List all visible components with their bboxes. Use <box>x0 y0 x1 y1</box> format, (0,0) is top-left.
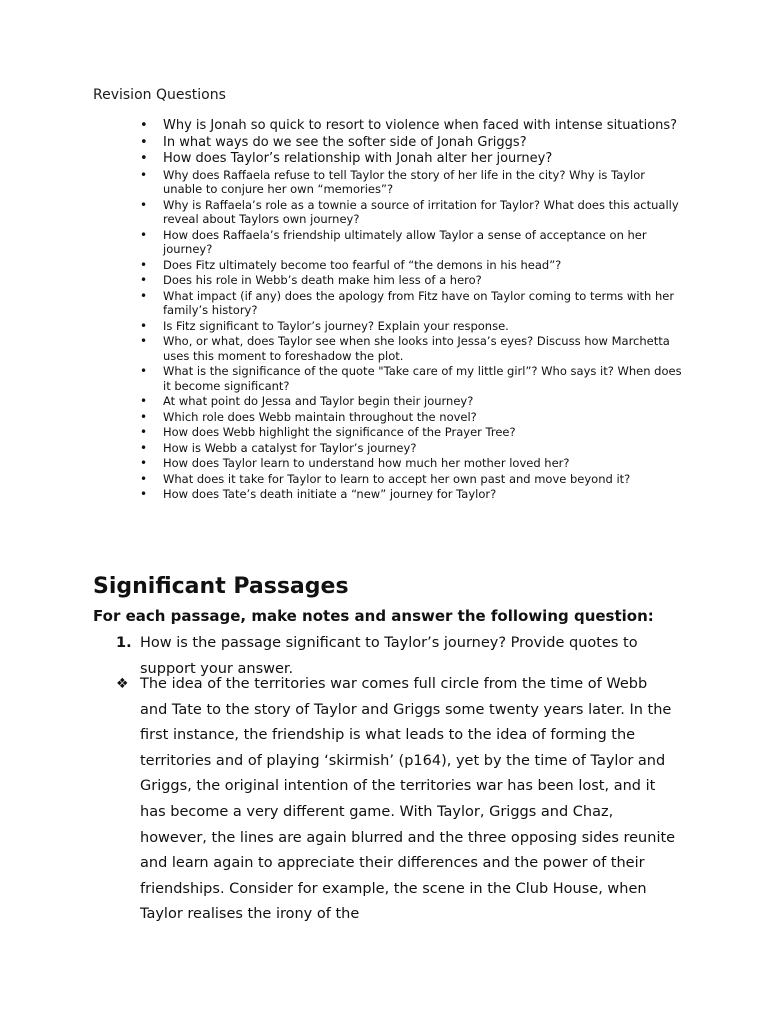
numbered-question-text: How is the passage significant to Taylor’s journey? Provide quotes to support your answer. <box>140 635 638 677</box>
question-item: • How does Taylor learn to understand how much her mother loved her? <box>140 456 685 471</box>
question-item: • Is Fitz significant to Taylor’s journey? Explain your response. <box>140 319 685 334</box>
significant-passages-heading: Significant Passages <box>93 574 349 599</box>
question-item: • What is the significance of the quote "Take care of my little girl”? Who says it? When does it become significant? <box>140 364 685 393</box>
question-item: • How does Tate’s death initiate a “new” journey for Taylor? <box>140 487 685 502</box>
revision-questions-list <box>140 118 685 503</box>
passages-instruction: For each passage, make notes and answer the following question: <box>93 607 654 625</box>
question-item: • Does Fitz ultimately become too fearful of “the demons in his head”? <box>140 258 685 273</box>
question-item: • How does Taylor’s relationship with Jonah alter her journey? <box>140 151 685 167</box>
question-item: • What impact (if any) does the apology from Fitz have on Taylor coming to terms with her family’s history? <box>140 289 685 318</box>
revision-questions-heading: Revision Questions <box>93 87 226 103</box>
question-item: • Which role does Webb maintain throughout the novel? <box>140 410 685 425</box>
question-item: • In what ways do we see the softer side of Jonah Griggs? <box>140 135 685 151</box>
diamond-bullet-icon: ❖ <box>116 676 129 692</box>
question-item: • How does Raffaela’s friendship ultimately allow Taylor a sense of acceptance on her journey? <box>140 228 685 257</box>
question-item: • Why is Raffaela’s role as a townie a source of irritation for Taylor? What does this actually reveal about Taylors own journey? <box>140 198 685 227</box>
question-item: • Why does Raffaela refuse to tell Taylor the story of her life in the city? Why is Taylor unable to conjure her own “memories”? <box>140 168 685 197</box>
question-item: • How does Webb highlight the significance of the Prayer Tree? <box>140 425 685 440</box>
question-item: • Why is Jonah so quick to resort to violence when faced with intense situations? <box>140 118 685 134</box>
question-item: • Does his role in Webb’s death make him less of a hero? <box>140 273 685 288</box>
list-number: 1. <box>116 635 132 651</box>
passage-paragraph <box>116 672 676 928</box>
question-item: • What does it take for Taylor to learn to accept her own past and move beyond it? <box>140 472 685 487</box>
question-item: • Who, or what, does Taylor see when she looks into Jessa’s eyes? Discuss how Marchetta uses this moment to foreshadow the plot. <box>140 334 685 363</box>
question-item: • How is Webb a catalyst for Taylor’s journey? <box>140 441 685 456</box>
question-item: • At what point do Jessa and Taylor begin their journey? <box>140 394 685 409</box>
passage-text: The idea of the territories war comes full circle from the time of Webb and Tate to the story of Taylor and Griggs some twenty years later. In the first instance, the friendship is what leads to the idea of forming the territories and of playing ‘skirmish’ (p164), yet by the time of Taylor and Griggs, the original intention of the territories war has been lost, and it has become a very different game. With Taylor, Griggs and Chaz, however, the lines are again blurred and the three opposing sides reunite and learn again to appreciate their differences and the power of their friendships. Consider for example, the scene in the Club House, when Taylor realises the irony of the <box>140 676 676 923</box>
